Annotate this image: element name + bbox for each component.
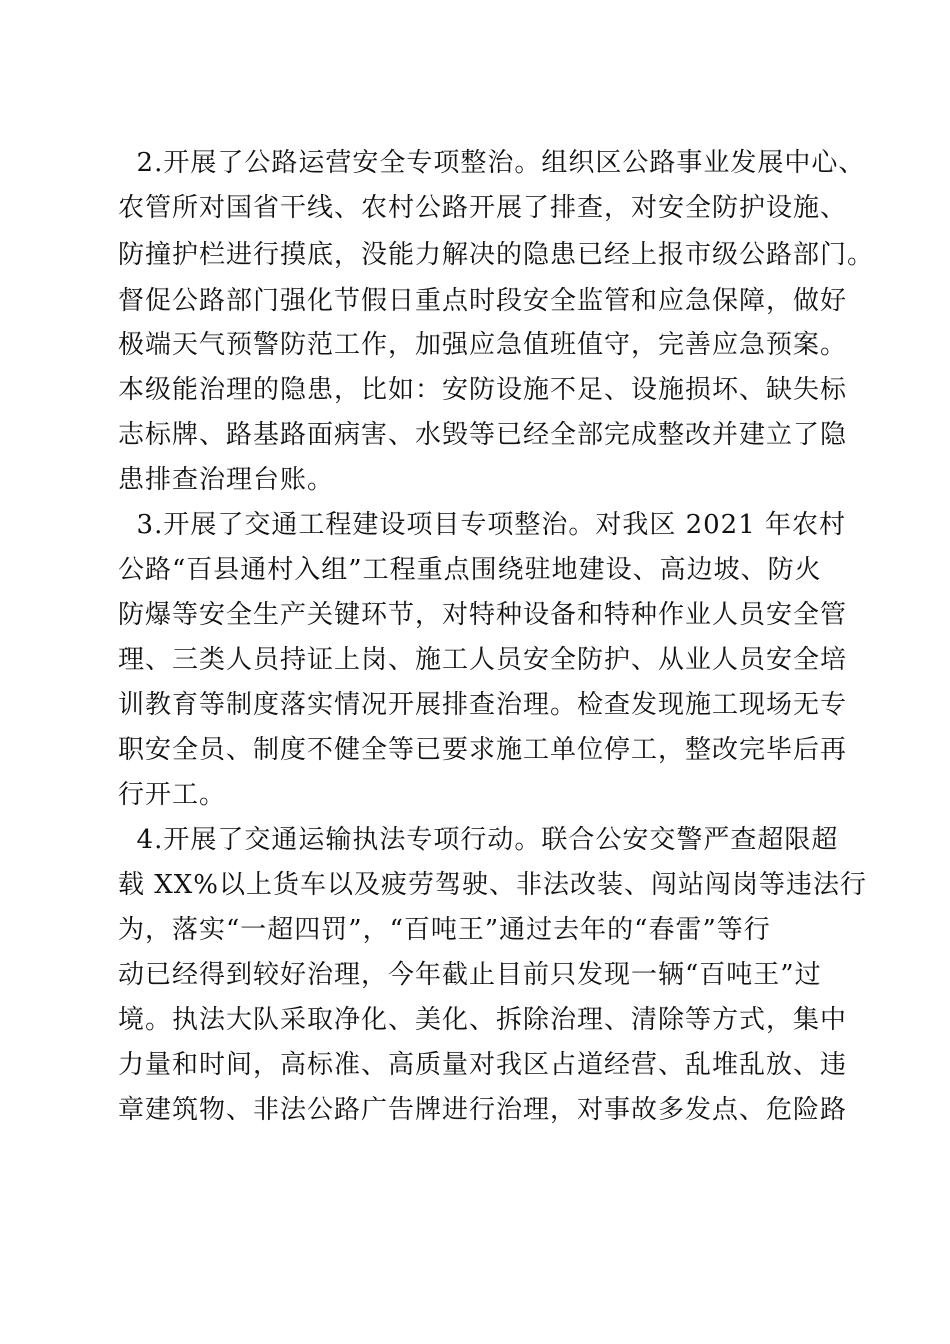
body-text-line: 为，落实“一超四罚”，“百吨王”通过去年的“春雷”等行 bbox=[118, 915, 771, 945]
body-text-line: 本级能治理的隐患，比如：安防设施不足、设施损坏、缺失标 bbox=[118, 375, 848, 405]
body-text-line: 动已经得到较好治理，今年截止目前只发现一辆“百吨王”过 bbox=[118, 960, 822, 990]
body-text-line: 行开工。 bbox=[118, 780, 227, 810]
body-text-line: 农管所对国省干线、农村公路开展了排查，对安全防护设施、 bbox=[118, 193, 848, 223]
body-text-line: 防撞护栏进行摸底，没能力解决的隐患已经上报市级公路部门。 bbox=[118, 240, 875, 270]
body-text-line: 境。执法大队采取净化、美化、拆除治理、清除等方式，集中 bbox=[118, 1005, 848, 1035]
body-text-line: 载 XX%以上货车以及疲劳驾驶、非法改装、闯站闯岗等违法行 bbox=[118, 870, 867, 900]
body-text-line: 章建筑物、非法公路广告牌进行治理，对事故多发点、危险路 bbox=[118, 1095, 848, 1125]
body-text-line: 4.开展了交通运输执法专项行动。联合公安交警严查超限超 bbox=[118, 825, 839, 855]
body-text-line: 理、三类人员持证上岗、施工人员安全防护、从业人员安全培 bbox=[118, 645, 848, 675]
body-text-line: 极端天气预警防范工作，加强应急值班值守，完善应急预案。 bbox=[118, 330, 848, 360]
body-text-line: 力量和时间，高标准、高质量对我区占道经营、乱堆乱放、违 bbox=[118, 1050, 848, 1080]
body-text-line: 2.开展了公路运营安全专项整治。组织区公路事业发展中心、 bbox=[118, 148, 866, 178]
body-text-line: 督促公路部门强化节假日重点时段安全监管和应急保障，做好 bbox=[118, 286, 848, 316]
body-text-line: 训教育等制度落实情况开展排查治理。检查发现施工现场无专 bbox=[118, 690, 848, 720]
body-text-line: 公路“百县通村入组”工程重点围绕驻地建设、高边坡、防火 bbox=[118, 555, 822, 585]
body-text-line: 防爆等安全生产关键环节，对特种设备和特种作业人员安全管 bbox=[118, 600, 848, 630]
body-text-line: 志标牌、路基路面病害、水毁等已经全部完成整改并建立了隐 bbox=[118, 420, 848, 450]
body-text-line: 患排查治理台账。 bbox=[118, 465, 335, 495]
body-text-line: 3.开展了交通工程建设项目专项整治。对我区 2021 年农村 bbox=[118, 510, 847, 540]
body-text-line: 职安全员、制度不健全等已要求施工单位停工，整改完毕后再 bbox=[118, 735, 848, 765]
